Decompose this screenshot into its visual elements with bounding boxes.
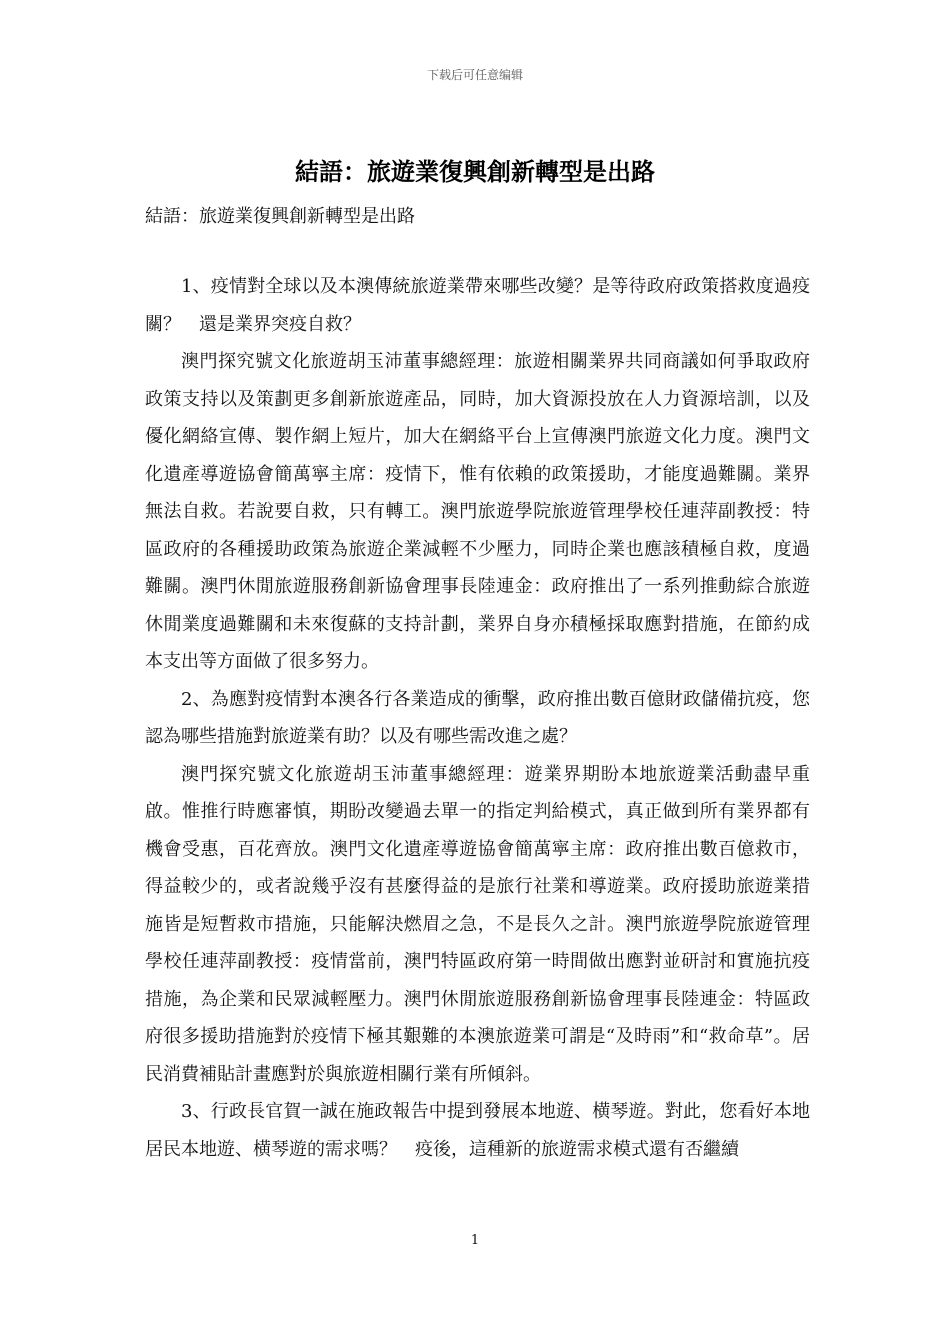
paragraph-answer-1: 澳門探究號文化旅遊胡玉沛董事總經理：旅遊相關業界共同商議如何爭取政府政策支持以及策劃更多創新旅遊產品，同時，加大資源投放在人力資源培訓，以及優化網絡宣傳、製作網上短片，加大在網絡平台上宣傳澳門旅遊文化力度。澳門文化遺產導遊協會簡萬寧主席：疫情下，惟有依賴的政策援助，才能度過難關。業界無法自救。若說要自救，只有轉工。澳門旅遊學院旅遊管理學校任連萍副教授：特區政府的各種援助政策為旅遊企業減輕不少壓力，同時企業也應該積極自救，度過難關。澳門休閒旅遊服務創新協會理事長陸連金：政府推出了一系列推動綜合旅遊休閒業度過難關和未來復蘇的支持計劃，業界自身亦積極採取應對措施，在節約成本支出等方面做了很多努力。 bbox=[145, 351, 810, 672]
document-body bbox=[145, 268, 810, 1168]
header-note: 下载后可任意编辑 bbox=[426, 68, 523, 82]
paragraph-question-1: 1、疫情對全球以及本澳傳統旅遊業帶來哪些改變？是等待政府政策搭救度過疫關？ 還是業界突疫自救？ bbox=[145, 276, 810, 335]
page-number: 1 bbox=[470, 1233, 480, 1248]
paragraph-question-2: 2、為應對疫情對本澳各行各業造成的衝擊，政府推出數百億財政儲備抗疫，您認為哪些措施對旅遊業有助？以及有哪些需改進之處？ bbox=[145, 688, 810, 747]
document-subtitle: 結語：旅遊業復興創新轉型是出路 bbox=[145, 206, 415, 227]
document-title: 結語：旅遊業復興創新轉型是出路 bbox=[295, 157, 655, 186]
paragraph-answer-2: 澳門探究號文化旅遊胡玉沛董事總經理：遊業界期盼本地旅遊業活動盡早重啟。惟推行時應審慎，期盼改變過去單一的指定判給模式，真正做到所有業界都有機會受惠，百花齊放。澳門文化遺產導遊協會簡萬寧主席：政府推出數百億救市，得益較少的，或者說幾乎沒有甚麼得益的是旅行社業和導遊業。政府援助旅遊業措施皆是短暫救市措施，只能解決燃眉之急，不是長久之計。澳門旅遊學院旅遊管理學校任連萍副教授：疫情當前，澳門特區政府第一時間做出應對並研討和實施抗疫措施，為企業和民眾減輕壓力。澳門休閒旅遊服務創新協會理事長陸連金：特區政府很多援助措施對於疫情下極其艱難的本澳旅遊業可謂是“及時雨”和“救命草”。居民消費補貼計畫應對於與旅遊相關行業有所傾斜。 bbox=[145, 763, 810, 1085]
paragraph-question-3: 3、行政長官賀一誠在施政報告中提到發展本地遊、横琴遊。對此，您看好本地居民本地遊、横琴遊的需求嗎？ 疫後，這種新的旅遊需求模式還有否繼續 bbox=[145, 1101, 810, 1160]
